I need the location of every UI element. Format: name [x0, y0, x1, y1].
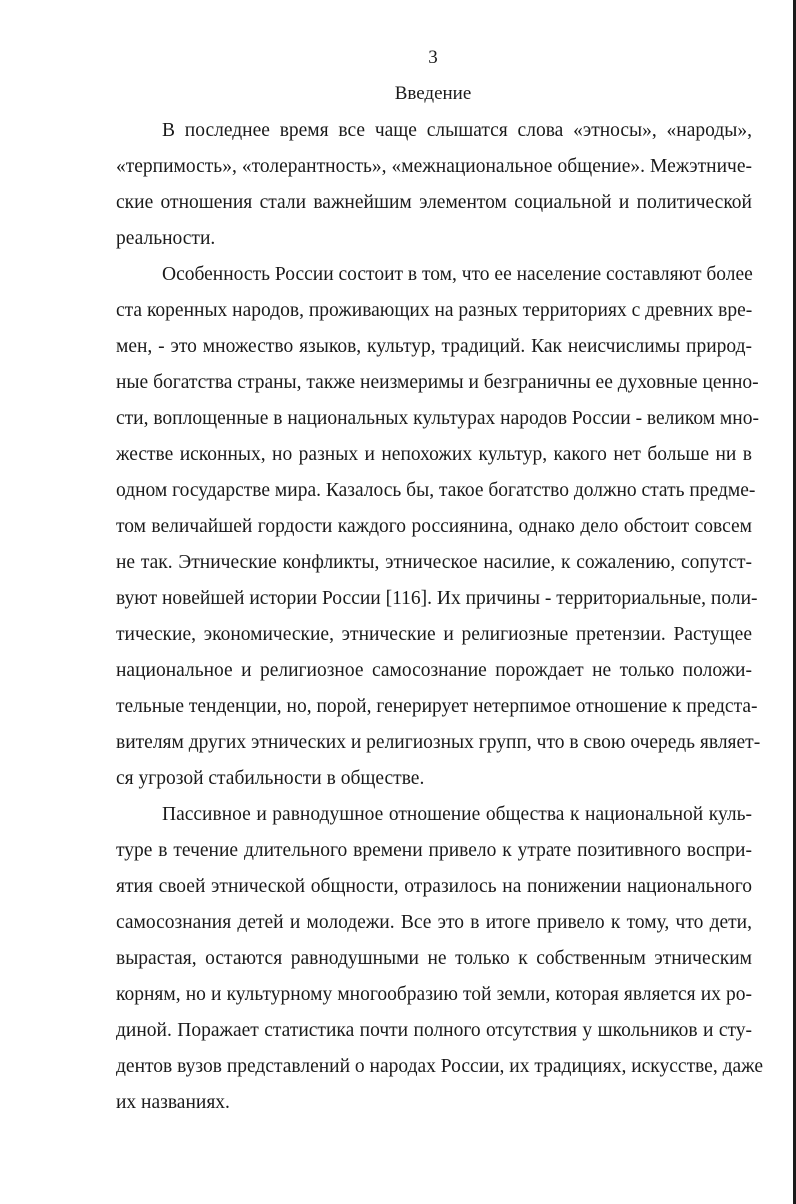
- paragraph-1-line-4: реальности.: [116, 228, 216, 249]
- paragraph-3-line-5: вырастая, остаются равнодушными не только к собственным этническим: [116, 948, 752, 969]
- paragraph-3-line-2: туре в течение длительного времени привело к утрате позитивного воспри-: [116, 840, 752, 861]
- paragraph-3-line-4: самосознания детей и молодежи. Все это в итоге привело к тому, что дети,: [116, 912, 752, 933]
- paragraph-3-line-6: корням, но и культурному многообразию той земли, которая является их ро-: [116, 984, 752, 1005]
- paragraph-3-line-9: их названиях.: [116, 1092, 230, 1113]
- page-number: 3: [428, 47, 438, 68]
- paragraph-2-line-9: не так. Этнические конфликты, этническое насилие, к сожалению, сопутст-: [116, 552, 752, 573]
- paragraph-2-line-2: ста коренных народов, проживающих на разных территориях с древних вре-: [116, 300, 753, 321]
- paragraph-2-line-1: Особенность России состоит в том, что ее население составляют более: [162, 264, 753, 285]
- paragraph-2-line-14: вителям других этнических и религиозных групп, что в свою очередь являет-: [116, 732, 761, 753]
- paragraph-2-line-11: тические, экономические, этнические и религиозные претензии. Растущее: [116, 624, 752, 645]
- paragraph-3-line-1: Пассивное и равнодушное отношение общества к национальной куль-: [162, 804, 752, 825]
- paragraph-1-line-2: «терпимость», «толерантность», «межнациональное общение». Межэтниче-: [116, 156, 752, 177]
- paragraph-2-line-15: ся угрозой стабильности в обществе.: [116, 768, 425, 789]
- paragraph-2-line-10: вуют новейшей истории России [116]. Их причины - территориальные, поли-: [116, 588, 758, 609]
- paragraph-2-line-3: мен, - это множество языков, культур, традиций. Как неисчислимы природ-: [116, 336, 752, 357]
- paragraph-2-line-12: национальное и религиозное самосознание порождает не только положи-: [116, 660, 752, 681]
- paragraph-1-line-1: В последнее время все чаще слышатся слова «этносы», «народы»,: [162, 120, 752, 141]
- paragraph-2-line-8: том величайшей гордости каждого россиянина, однако дело обстоит совсем: [116, 516, 752, 537]
- paragraph-1-line-3: ские отношения стали важнейшим элементом социальной и политической: [116, 192, 752, 213]
- paragraph-2-line-5: сти, воплощенные в национальных культурах народов России - великом мно-: [116, 408, 759, 429]
- section-heading: Введение: [394, 83, 472, 104]
- paragraph-2-line-13: тельные тенденции, но, порой, генерирует нетерпимое отношение к предста-: [116, 696, 758, 717]
- paragraph-3-line-3: ятия своей этнической общности, отразилось на понижении национального: [116, 876, 752, 897]
- paragraph-3-line-7: диной. Поражает статистика почти полного отсутствия у школьников и сту-: [116, 1020, 752, 1041]
- paragraph-3-line-8: дентов вузов представлений о народах России, их традициях, искусстве, даже: [116, 1056, 764, 1077]
- paragraph-2-line-7: одном государстве мира. Казалось бы, такое богатство должно стать предме-: [116, 480, 756, 501]
- paragraph-2-line-4: ные богатства страны, также неизмеримы и безграничны ее духовные ценно-: [116, 372, 759, 393]
- paragraph-2-line-6: жестве исконных, но разных и непохожих культур, какого нет больше ни в: [116, 444, 752, 465]
